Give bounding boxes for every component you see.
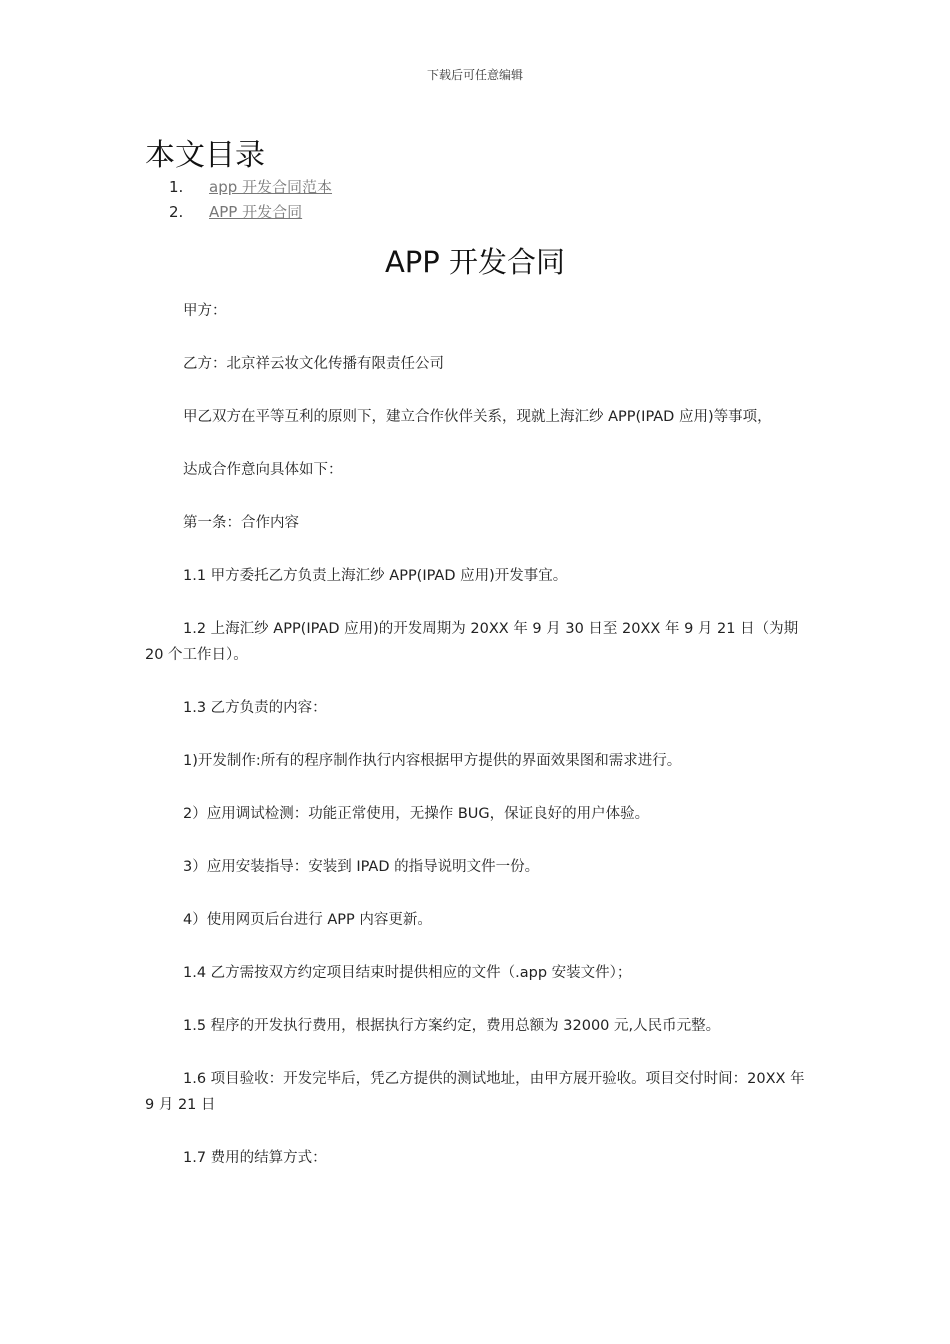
toc-item-number: 2.: [169, 203, 184, 221]
paragraph-1-2: 1.2 上海汇纱 APP(IPAD 应用)的开发周期为 20XX 年 9 月 30 日至 20XX 年 9 月 21 日（为期 20 个工作日）。: [145, 621, 799, 663]
toc-item: [145, 201, 332, 226]
paragraph-party-a: 甲方：: [183, 303, 227, 319]
toc-item-number: 1.: [169, 178, 184, 196]
paragraph-1-5: 1.5 程序的开发执行费用，根据执行方案约定，费用总额为 32000 元,人民币元整。: [183, 1018, 721, 1034]
toc-link-app-contract-template[interactable]: app 开发合同范本: [209, 178, 333, 196]
paragraph-item-2: 2）应用调试检测：功能正常使用，无操作 BUG，保证良好的用户体验。: [183, 806, 650, 822]
toc-link-app-contract[interactable]: APP 开发合同: [209, 203, 303, 221]
paragraph-item-3: 3）应用安装指导：安装到 IPAD 的指导说明文件一份。: [183, 859, 540, 875]
paragraph-item-1: 1)开发制作:所有的程序制作执行内容根据甲方提供的界面效果图和需求进行。: [183, 753, 682, 769]
paragraph-1-1: 1.1 甲方委托乙方负责上海汇纱 APP(IPAD 应用)开发事宜。: [183, 568, 568, 584]
toc-item: [145, 176, 332, 201]
document-title: APP 开发合同: [384, 245, 566, 279]
paragraph-article-1-heading: 第一条：合作内容: [183, 515, 299, 531]
paragraph-1-6: 1.6 项目验收：开发完毕后，凭乙方提供的测试地址，由甲方展开验收。项目交付时间：20XX 年 9 月 21 日: [145, 1071, 805, 1113]
header-note: 下载后可任意编辑: [426, 68, 523, 82]
paragraph-intro: 甲乙双方在平等互利的原则下，建立合作伙伴关系，现就上海汇纱 APP(IPAD 应用)等事项，: [183, 409, 772, 425]
paragraph-item-4: 4）使用网页后台进行 APP 内容更新。: [183, 912, 432, 928]
document-body: [145, 298, 805, 1198]
paragraph-1-7: 1.7 费用的结算方式：: [183, 1150, 327, 1166]
paragraph-party-b: 乙方：北京祥云妆文化传播有限责任公司: [183, 356, 444, 372]
paragraph-intro-cont: 达成合作意向具体如下：: [183, 462, 343, 478]
toc-title: 本文目录: [145, 138, 265, 173]
paragraph-1-3: 1.3 乙方负责的内容：: [183, 700, 327, 716]
toc-list: [145, 176, 332, 226]
paragraph-1-4: 1.4 乙方需按双方约定项目结束时提供相应的文件（.app 安装文件）；: [183, 965, 632, 981]
